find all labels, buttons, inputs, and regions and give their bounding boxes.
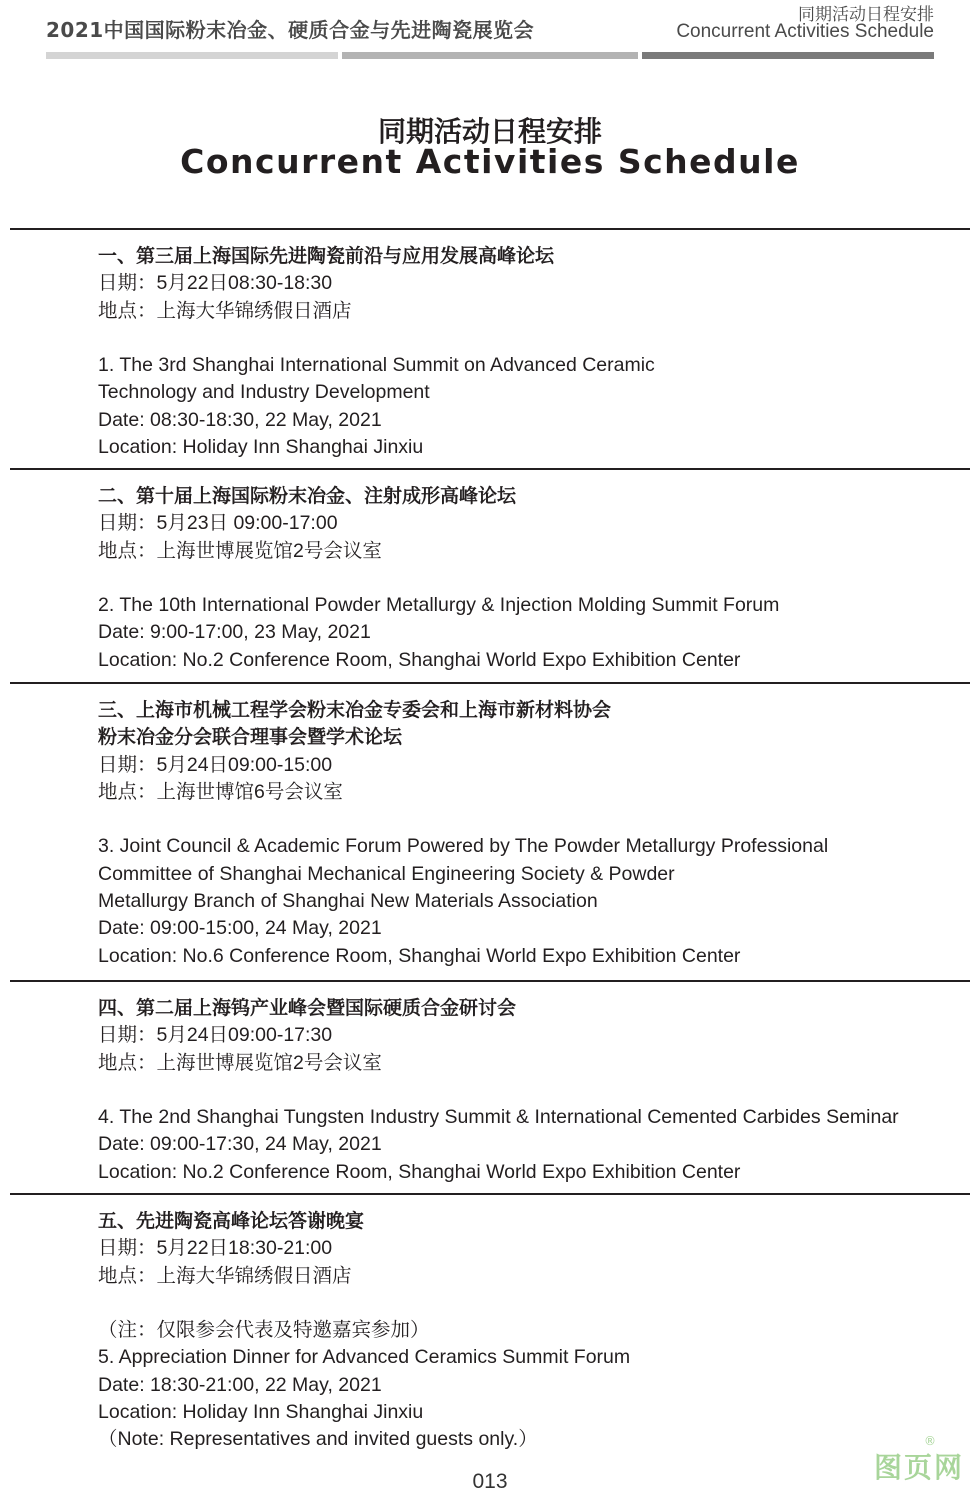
section-location-cn: 地点：上海世博展览馆2号会议室 xyxy=(98,539,382,562)
schedule-section-3 xyxy=(98,697,968,970)
header-exhibition-title: 2021中国国际粉末冶金、硬质合金与先进陶瓷展览会 xyxy=(46,18,535,42)
section-location-en: Location: Holiday Inn Shanghai Jinxiu xyxy=(98,1401,424,1424)
section-title-en-cont: Metallurgy Branch of Shanghai New Materials Association xyxy=(98,890,598,913)
section-title-en: 4. The 2nd Shanghai Tungsten Industry Summit & International Cemented Carbides Seminar xyxy=(98,1106,899,1129)
section-title-en: 3. Joint Council & Academic Forum Powered by The Powder Metallurgy Professional xyxy=(98,835,829,858)
section-location-cn: 地点：上海大华锦绣假日酒店 xyxy=(98,1264,352,1287)
section-date-en: Date: 18:30-21:00, 22 May, 2021 xyxy=(98,1373,382,1396)
schedule-section-2 xyxy=(98,483,968,674)
section-divider xyxy=(10,682,970,684)
section-location-en: Location: No.2 Conference Room, Shanghai World Expo Exhibition Center xyxy=(98,1160,741,1183)
section-heading: 二、第十届上海国际粉末冶金、注射成形高峰论坛 xyxy=(98,485,517,507)
schedule-section-5 xyxy=(98,1208,968,1454)
section-divider xyxy=(10,980,970,982)
schedule-section-4 xyxy=(98,995,968,1186)
section-location-en: Location: No.6 Conference Room, Shanghai World Expo Exhibition Center xyxy=(98,944,741,967)
section-location-cn: 地点：上海大华锦绣假日酒店 xyxy=(98,299,352,322)
section-location-en: Location: No.2 Conference Room, Shanghai World Expo Exhibition Center xyxy=(98,648,741,671)
section-heading: 四、第二届上海钨产业峰会暨国际硬质合金研讨会 xyxy=(98,997,517,1019)
section-location-cn: 地点：上海世博展览馆2号会议室 xyxy=(98,1051,382,1074)
section-date-cn: 日期：5月23日 09:00-17:00 xyxy=(98,512,338,535)
section-date-en: Date: 08:30-18:30, 22 May, 2021 xyxy=(98,408,382,431)
watermark-logo: 图页网 xyxy=(873,1451,964,1484)
section-divider xyxy=(10,468,970,470)
header-bar-dark xyxy=(642,52,934,59)
schedule-section-1 xyxy=(98,243,968,461)
page-number: 013 xyxy=(472,1470,508,1493)
registered-mark: ® xyxy=(924,1434,936,1448)
section-date-cn: 日期：5月24日09:00-15:00 xyxy=(98,753,333,776)
section-heading-cont: 粉末冶金分会联合理事会暨学术论坛 xyxy=(98,726,403,749)
section-title-en: 1. The 3rd Shanghai International Summit on Advanced Ceramic xyxy=(98,354,655,377)
section-title-en: 2. The 10th International Powder Metallurgy & Injection Molding Summit Forum xyxy=(98,594,780,617)
section-date-en: Date: 09:00-17:30, 24 May, 2021 xyxy=(98,1133,382,1156)
section-date-cn: 日期：5月24日09:00-17:30 xyxy=(98,1024,333,1047)
section-note-cn: （注：仅限参会代表及特邀嘉宾参加） xyxy=(98,1319,430,1342)
section-location-en: Location: Holiday Inn Shanghai Jinxiu xyxy=(98,436,424,459)
section-divider xyxy=(10,1193,970,1195)
section-title-en: 5. Appreciation Dinner for Advanced Ceramics Summit Forum xyxy=(98,1346,631,1369)
section-heading: 五、先进陶瓷高峰论坛答谢晚宴 xyxy=(98,1210,365,1232)
header-section-title-cn: 同期活动日程安排 xyxy=(798,5,934,25)
header-bar-light xyxy=(46,52,338,59)
section-heading: 一、第三届上海国际先进陶瓷前沿与应用发展高峰论坛 xyxy=(98,245,555,267)
header-section-title-en: Concurrent Activities Schedule xyxy=(676,21,934,42)
section-location-cn: 地点：上海世博馆6号会议室 xyxy=(98,780,343,803)
section-note-en: （Note: Representatives and invited guests only.） xyxy=(98,1428,538,1451)
section-heading: 三、上海市机械工程学会粉末冶金专委会和上海市新材料协会 xyxy=(98,699,612,721)
section-date-cn: 日期：5月22日18:30-21:00 xyxy=(98,1237,333,1260)
section-date-en: Date: 09:00-15:00, 24 May, 2021 xyxy=(98,917,382,940)
section-title-en-cont: Committee of Shanghai Mechanical Engineering Society & Powder xyxy=(98,862,675,885)
header-bar-mid xyxy=(342,52,638,59)
page-title-cn: 同期活动日程安排 xyxy=(377,115,602,148)
section-date-en: Date: 9:00-17:00, 23 May, 2021 xyxy=(98,621,371,644)
section-date-cn: 日期：5月22日08:30-18:30 xyxy=(98,272,333,295)
section-title-en-cont: Technology and Industry Development xyxy=(98,381,430,404)
page-title-en: Concurrent Activities Schedule xyxy=(180,142,800,181)
section-divider xyxy=(10,228,970,230)
